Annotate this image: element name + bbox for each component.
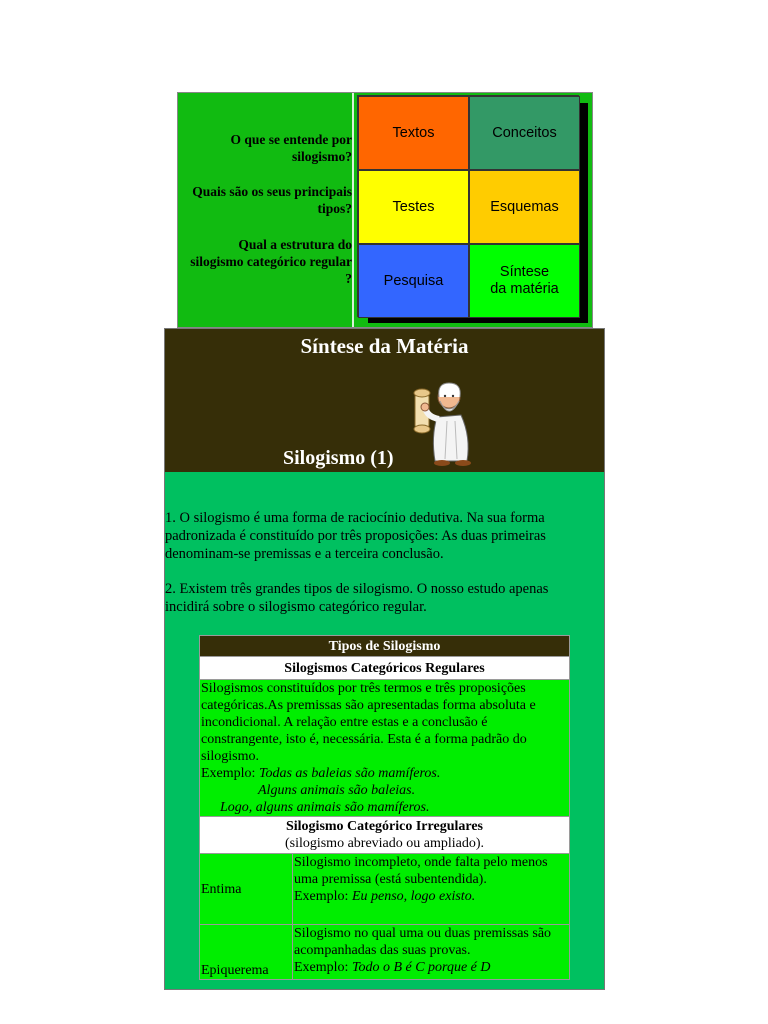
entima-description: Silogismo incompleto, onde falta pelo menos uma premissa (está subentendida).: [294, 855, 548, 887]
example-line-3: Logo, alguns animais são mamíferos.: [220, 800, 430, 815]
menu-grid: [357, 95, 579, 317]
irregular-header: Silogismo Categórico Irregulares: [285, 819, 483, 834]
paragraph-definition: 1. O silogismo é uma forma de raciocínio dedutiva. Na sua forma padronizada é constituído por três proposições: As duas primeiras denominam-se premissas e a terceira conclusão.: [165, 510, 546, 562]
table-row: [200, 657, 570, 680]
regular-description: Silogismos constituídos por três termos e três proposições categóricas.As premissas são apresentadas forma absoluta e incondicional. A relação entre estas e a conclusão é constrangente, isto é, necessária. Esta é a forma padrão do silogismo.: [201, 681, 536, 764]
row-desc-epiquerema: [293, 925, 570, 980]
row-name-epiquerema: Epiquerema: [200, 925, 293, 980]
table-row: [200, 636, 570, 657]
navigation-panel: [177, 92, 593, 328]
entima-example: Eu penso, logo existo.: [351, 889, 476, 904]
example-label: Exemplo:: [294, 889, 352, 904]
question-definition[interactable]: O que se entende por silogismo?: [230, 132, 352, 164]
table-row: [200, 817, 570, 854]
question-types[interactable]: Quais são os seus principais tipos?: [192, 184, 352, 216]
table-title: Tipos de Silogismo: [200, 636, 570, 657]
example-label: Exemplo:: [201, 766, 259, 781]
textos-button[interactable]: Textos: [358, 96, 469, 170]
irregular-subheader: (silogismo abreviado ou ampliado).: [284, 836, 485, 851]
epiquerema-description: Silogismo no qual uma ou duas premissas são acompanhadas das suas provas.: [294, 926, 552, 958]
table-row: [200, 925, 570, 980]
irregular-header-cell: [200, 817, 570, 854]
conceitos-button[interactable]: Conceitos: [469, 96, 580, 170]
table-row: [200, 680, 570, 817]
row-name-entima: Entima: [200, 854, 293, 925]
table-row: [200, 854, 570, 925]
example-label: Exemplo:: [294, 960, 352, 975]
esquemas-button[interactable]: Esquemas: [469, 170, 580, 244]
paragraph-types: 2. Existem três grandes tipos de silogismo. O nosso estudo apenas incidirá sobre o silogismo categórico regular.: [165, 581, 549, 615]
testes-button[interactable]: Testes: [358, 170, 469, 244]
page-subtitle: Silogismo (1): [283, 447, 394, 469]
philosopher-illustration: [409, 377, 489, 469]
example-line-1: Todas as baleias são mamíferos.: [258, 766, 441, 781]
syllogism-types-table: [199, 635, 570, 980]
question-structure[interactable]: Qual a estrutura do silogismo categórico regular ?: [190, 237, 352, 286]
row-desc-entima: [293, 854, 570, 925]
regular-cell: [200, 680, 570, 817]
sintese-button[interactable]: Síntese da matéria: [469, 244, 580, 318]
nav-divider: [352, 93, 354, 327]
epiquerema-example: Todo o B é C porque é D: [351, 960, 491, 975]
regular-header: Silogismos Categóricos Regulares: [200, 657, 570, 680]
content-panel: [164, 328, 605, 990]
page-title: Síntese da Matéria: [300, 334, 469, 358]
page-header: [165, 329, 604, 472]
pesquisa-button[interactable]: Pesquisa: [358, 244, 469, 318]
example-line-2: Alguns animais são baleias.: [258, 783, 416, 798]
